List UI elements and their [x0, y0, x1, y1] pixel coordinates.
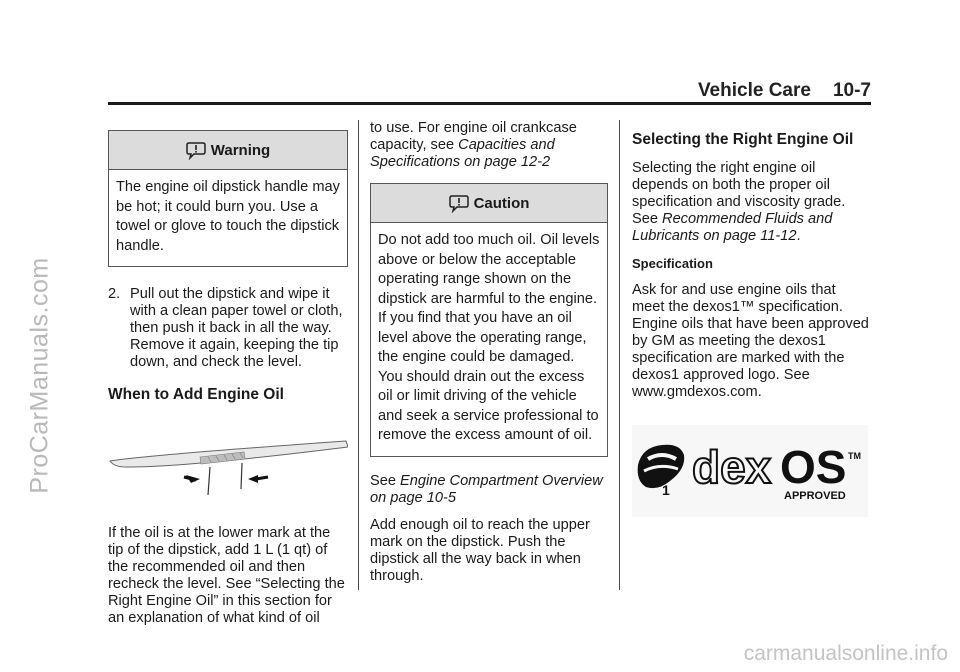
- logo-tm: TM: [848, 451, 861, 461]
- section-title: Vehicle Care: [697, 80, 811, 101]
- logo-digit: 1: [662, 482, 670, 498]
- side-watermark-text: ProCarManuals.com: [25, 256, 54, 494]
- dexos-approved-logo: [632, 425, 868, 517]
- dipstick-illustration: [108, 419, 348, 519]
- specification-subheading: Specification: [632, 256, 713, 271]
- column-2: [370, 120, 610, 595]
- intro-reference: Capacities and Specifications on page 12-2: [370, 137, 555, 170]
- page-number: 10-7: [832, 80, 871, 101]
- specification-paragraph: Ask for and use engine oils that meet the dexos1™ specification. Engine oils that have been approved by GM as meeting the dexos1 specification are marked with the dexos1 approved logo. See www.gmdexos.com.: [632, 282, 869, 400]
- step-text: Pull out the dipstick and wipe it with a clean paper towel or cloth, then push it back in all the way. Remove it again, keeping the tip down, and check the level.: [130, 286, 343, 370]
- intro-text: to use. For engine oil crankcase capacity, see: [370, 120, 577, 153]
- header-rule: [108, 102, 871, 105]
- caution-title: Caution: [473, 194, 530, 212]
- page-title: [698, 80, 871, 102]
- caution-box: [370, 183, 608, 457]
- caution-header: [371, 184, 607, 223]
- column-divider-1: [358, 120, 359, 590]
- warning-icon: [186, 141, 206, 160]
- step-2: [108, 286, 348, 371]
- warning-box: [108, 130, 348, 267]
- dexos-logo-graphic: [632, 425, 868, 517]
- column-divider-2: [619, 120, 620, 590]
- logo-wordmark-b: OS: [780, 441, 847, 493]
- see-text: See: [370, 472, 396, 489]
- warning-header: [109, 131, 347, 170]
- selecting-reference: Recommended Fluids and Lubricants on page 11-12: [632, 211, 833, 244]
- section-heading-when-to-add: When to Add Engine Oil: [108, 386, 284, 403]
- caution-icon: [449, 194, 469, 213]
- add-oil-paragraph: Add enough oil to reach the upper mark on the dipstick. Push the dipstick all the way back in when through.: [370, 516, 590, 584]
- caution-text: Do not add too much oil. Oil levels above or below the acceptable operating range shown on the dipstick are harmful to the engine. If you find that you have an oil level above the operating range, the engine could be damaged. You should drain out the excess oil or limit driving of the vehicle and seek a service professional to remove the excess amount of oil.: [378, 232, 600, 443]
- see-paragraph: [370, 473, 610, 507]
- selecting-paragraph: [632, 160, 872, 245]
- warning-title: Warning: [210, 141, 271, 159]
- footer-watermark: carmanualsonline.info: [743, 642, 948, 665]
- warning-text: The engine oil dipstick handle may be hot; it could burn you. Use a towel or glove to touch the dipstick handle.: [116, 179, 340, 254]
- logo-approved: APPROVED: [784, 490, 846, 502]
- column-1: [108, 120, 348, 637]
- see-reference: Engine Compartment Overview on page 10-5: [370, 472, 603, 506]
- intro-paragraph: [370, 120, 610, 171]
- step-number: 2.: [108, 286, 121, 302]
- column-3: [632, 120, 872, 517]
- logo-wordmark-a: dex: [692, 441, 772, 493]
- selecting-text: Selecting the right engine oil depends on both the proper oil specification and viscosity grade. See: [632, 160, 846, 227]
- side-watermark: [10, 140, 70, 610]
- selecting-end: .: [796, 228, 801, 244]
- page-header: [108, 80, 871, 104]
- oil-level-paragraph: If the oil is at the lower mark at the tip of the dipstick, add 1 L (1 qt) of the recommended oil and then recheck the level. See “Selecting the Right Engine Oil” in this section for an explanation of what kind of oil: [108, 525, 345, 626]
- section-heading-selecting-oil: Selecting the Right Engine Oil: [632, 131, 854, 148]
